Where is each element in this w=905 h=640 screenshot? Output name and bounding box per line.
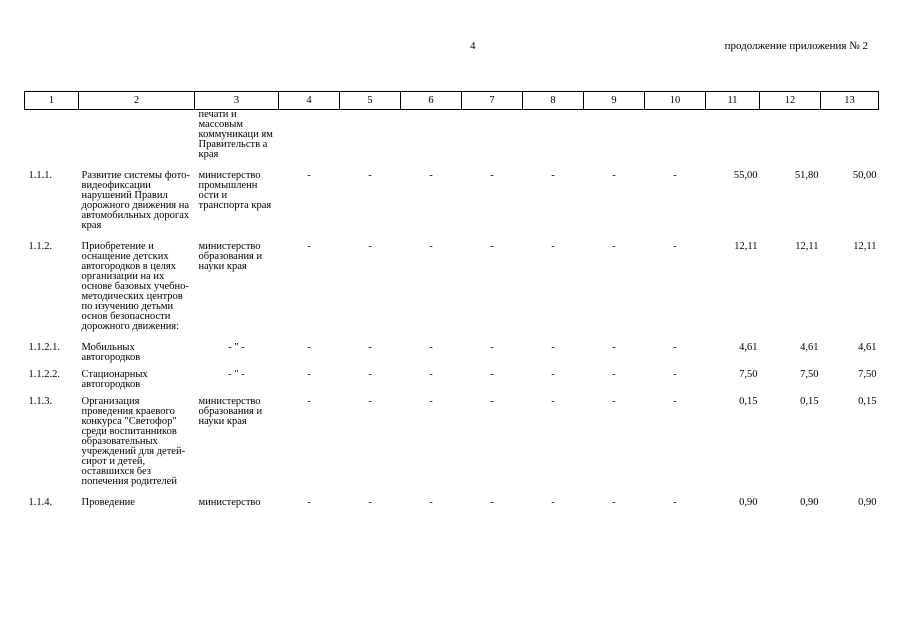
- value-cell: -: [612, 396, 616, 407]
- value-cell: -: [368, 342, 372, 353]
- executor-cell: печати и массовым коммуникаци ям Правительств а края: [198, 109, 273, 160]
- value-cell: -: [612, 497, 616, 508]
- value-cell: -: [307, 497, 311, 508]
- continuation-label: продолжение приложения № 2: [724, 40, 868, 52]
- value-cell: -: [673, 241, 677, 252]
- value-cell: -: [551, 241, 555, 252]
- row-name: Мобильных автогородков: [81, 342, 141, 363]
- row-number: 1.1.1.: [28, 170, 53, 181]
- table-row: [25, 498, 879, 508]
- value-cell: -: [368, 497, 372, 508]
- value-cell: -: [551, 342, 555, 353]
- value-cell: 0,90: [800, 497, 819, 508]
- value-cell: -: [673, 369, 677, 380]
- column-header: 4: [279, 92, 340, 110]
- page-number: 4: [470, 40, 476, 52]
- value-cell: -: [307, 342, 311, 353]
- executor-cell: - " -: [228, 342, 245, 353]
- value-cell: 0,15: [800, 396, 819, 407]
- table-row: [25, 242, 879, 343]
- value-cell: -: [612, 241, 616, 252]
- value-cell: 4,61: [858, 342, 877, 353]
- value-cell: 4,61: [800, 342, 819, 353]
- value-cell: 51,80: [794, 170, 819, 181]
- row-name: Развитие системы фото-видеофиксации нарушений Правил дорожного движения на автомобильных дорогах края: [81, 170, 190, 231]
- value-cell: -: [673, 497, 677, 508]
- value-cell: 0,15: [858, 396, 877, 407]
- value-cell: -: [551, 170, 555, 181]
- value-cell: -: [429, 342, 433, 353]
- column-header: 10: [645, 92, 706, 110]
- row-name: Проведение: [81, 497, 135, 508]
- value-cell: -: [673, 170, 677, 181]
- value-cell: 55,00: [733, 170, 758, 181]
- value-cell: -: [368, 369, 372, 380]
- value-cell: 12,11: [795, 241, 819, 252]
- value-cell: -: [307, 369, 311, 380]
- column-header: 7: [462, 92, 523, 110]
- row-number: 1.1.3.: [28, 396, 53, 407]
- row-number: 1.1.2.2.: [28, 369, 60, 380]
- value-cell: 4,61: [739, 342, 758, 353]
- value-cell: 12,11: [853, 241, 877, 252]
- table-row: [25, 343, 879, 370]
- row-number: 1.1.2.1.: [28, 342, 60, 353]
- executor-cell: министерство образования и науки края: [198, 396, 263, 427]
- column-header: 11: [706, 92, 760, 110]
- value-cell: -: [612, 369, 616, 380]
- value-cell: -: [612, 342, 616, 353]
- executor-cell: министерство образования и науки края: [198, 241, 263, 272]
- executor-cell: министерство промышленн ости и транспорта края: [198, 170, 272, 211]
- value-cell: -: [429, 369, 433, 380]
- column-header: 6: [401, 92, 462, 110]
- value-cell: -: [612, 170, 616, 181]
- table-row: [25, 397, 879, 498]
- value-cell: 50,00: [852, 170, 877, 181]
- value-cell: -: [429, 396, 433, 407]
- value-cell: 7,50: [858, 369, 877, 380]
- column-header: 3: [195, 92, 279, 110]
- row-number: 1.1.2.: [28, 241, 53, 252]
- value-cell: 0,90: [739, 497, 758, 508]
- value-cell: -: [307, 170, 311, 181]
- value-cell: -: [551, 396, 555, 407]
- column-header: 12: [760, 92, 821, 110]
- column-header: 9: [584, 92, 645, 110]
- row-number: 1.1.4.: [28, 497, 53, 508]
- value-cell: -: [368, 241, 372, 252]
- value-cell: -: [490, 369, 494, 380]
- executor-cell: министерство: [198, 497, 261, 508]
- column-header: 5: [340, 92, 401, 110]
- value-cell: -: [673, 396, 677, 407]
- value-cell: -: [490, 396, 494, 407]
- column-header: 2: [79, 92, 195, 110]
- value-cell: 0,90: [858, 497, 877, 508]
- column-header: 13: [821, 92, 879, 110]
- value-cell: -: [307, 396, 311, 407]
- value-cell: -: [429, 170, 433, 181]
- value-cell: 7,50: [800, 369, 819, 380]
- value-cell: -: [368, 170, 372, 181]
- value-cell: 0,15: [739, 396, 758, 407]
- table-row: [25, 370, 879, 397]
- value-cell: -: [429, 497, 433, 508]
- value-cell: -: [368, 396, 372, 407]
- value-cell: -: [490, 497, 494, 508]
- column-header-row: [25, 92, 879, 110]
- value-cell: -: [429, 241, 433, 252]
- value-cell: 7,50: [739, 369, 758, 380]
- value-cell: -: [490, 241, 494, 252]
- value-cell: 12,11: [734, 241, 758, 252]
- column-header: 1: [25, 92, 79, 110]
- value-cell: -: [490, 342, 494, 353]
- budget-table: [24, 91, 879, 508]
- value-cell: -: [490, 170, 494, 181]
- executor-cell: - " -: [228, 369, 245, 380]
- row-name: Стационарных автогородков: [81, 369, 148, 390]
- row-name: Организация проведения краевого конкурса "Светофор" среди воспитанников образовательных учреждений для детей-сирот и детей, оставшихся без попечения родителей: [81, 396, 186, 487]
- column-header: 8: [523, 92, 584, 110]
- row-name: Приобретение и оснащение детских автогородков в целях организации на их основе базовых учебно-методических центров по изучению детьми основ безопасности дорожного движения:: [81, 241, 189, 332]
- value-cell: -: [551, 369, 555, 380]
- table-row: [25, 171, 879, 242]
- value-cell: -: [551, 497, 555, 508]
- value-cell: -: [673, 342, 677, 353]
- carryover-row: [25, 110, 879, 172]
- value-cell: -: [307, 241, 311, 252]
